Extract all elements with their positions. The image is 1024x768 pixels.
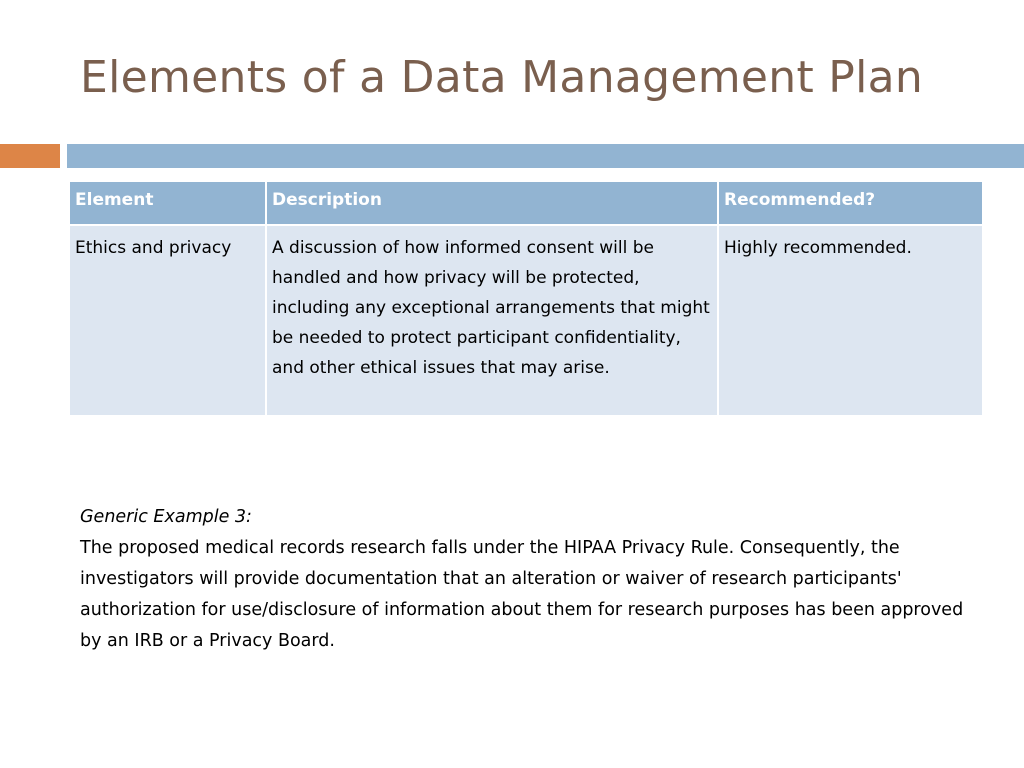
slide-title: Elements of a Data Management Plan (80, 52, 924, 103)
cell-element: Ethics and privacy (69, 225, 266, 416)
table-header-row (69, 181, 983, 225)
example-text: The proposed medical records research falls under the HIPAA Privacy Rule. Consequently, the investigators will provide documentation that an alteration or waiver of research participants' authorization for use/disclosure of information about them for research purposes has been approved by an IRB or a Privacy Board. (80, 538, 964, 651)
cell-recommended: Highly recommended. (718, 225, 983, 416)
header-description: Description (266, 181, 718, 225)
cell-description: A discussion of how informed consent will be handled and how privacy will be protected, including any exceptional arrangements that might be needed to protect participant confidentiality, and other ethical issues that may arise. (266, 225, 718, 416)
blue-accent-bar (67, 144, 1024, 168)
example-label: Generic Example 3: (80, 507, 252, 527)
table-row (69, 225, 983, 416)
orange-accent-bar (0, 144, 60, 168)
example-block (80, 502, 980, 657)
header-recommended: Recommended? (718, 181, 983, 225)
header-element: Element (69, 181, 266, 225)
data-management-table (68, 180, 984, 417)
